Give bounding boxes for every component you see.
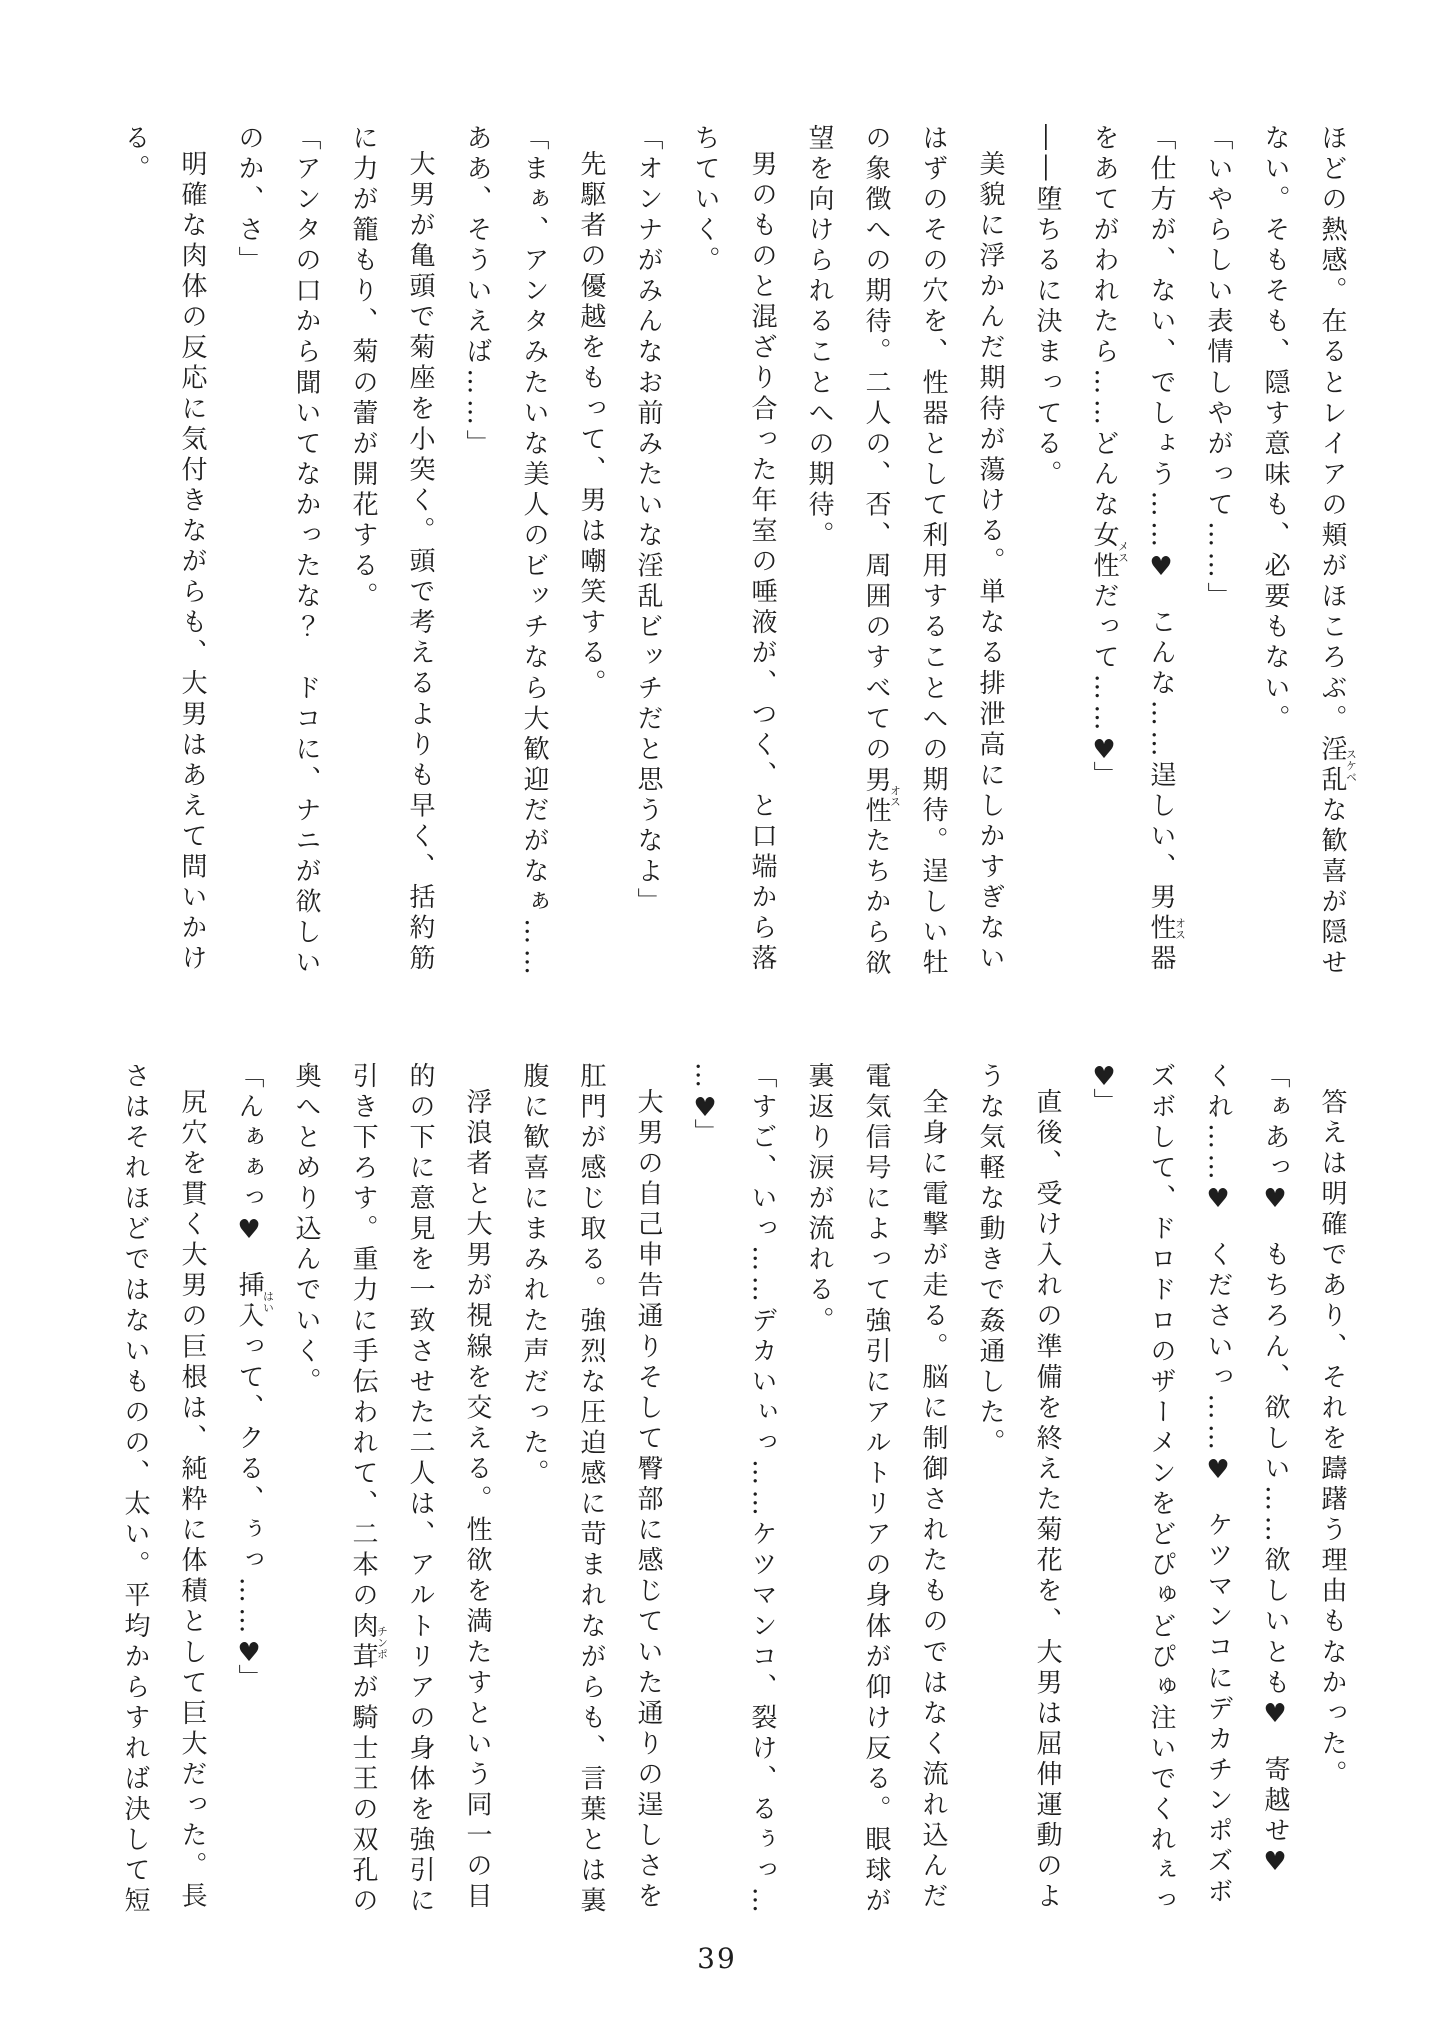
heart-icon: ♥ [234, 1637, 264, 1673]
heart-icon: ♥ [690, 1092, 720, 1128]
heart-icon: ♥ [1089, 1062, 1119, 1097]
paragraph: 明確な肉体の反応に気付きながらも、大男はあえて問いかける。 [120, 124, 207, 975]
paragraph: 「仕方が、ない、でしょう……♥ こんな……逞しい、男性器オスをあてがわれたら……どんな女性メスだって……♥」 [1089, 124, 1187, 975]
paragraph: 大男が亀頭で菊座を小突く。頭で考えるよりも早く、括約筋に力が籠もり、菊の蕾が開花する。 [348, 124, 435, 975]
heart-icon: ♥ [1260, 1184, 1290, 1219]
heart-icon: ♥ [1260, 1847, 1290, 1882]
ruby-annotated-word: 肉茸チンポ [348, 1611, 389, 1674]
ruby-annotated-word: 女性メス [1089, 521, 1130, 583]
paragraph: 浮浪者と大男が視線を交える。性欲を満たすという同一の目的の下に意見を一致させた二人は、アルトリアの身体を強引に引き下ろす。重力に手伝われて、二本の肉茸チンポが騎士王の双孔の奥へとめり込んでいく。 [291, 1062, 492, 1918]
paragraph: 「ぁあっ♥ もちろん、欲しい……欲しいとも♥ 寄越せ♥ くれ……♥ くださいっ……♥ ケツマンコにデカチンポズボズボして、ドロドロのザーメンをどぴゅどぴゅ注いでくれぇっ♥」 [1089, 1062, 1290, 1918]
paragraph: 尻穴を貫く大男の巨根は、純粋に体積として巨大だった。長さはそれほどではないものの、太い。平均からすれば決して短 [120, 1062, 207, 1918]
text-block-bottom [106, 1062, 1360, 1928]
paragraph: 「オンナがみんなお前みたいな淫乱ビッチだと思うなよ」 [633, 124, 663, 919]
paragraph: 先駆者の優越をもって、男は嘲笑する。 [576, 150, 606, 700]
paragraph: 「いやらしい表情しやがって……」 [1203, 124, 1233, 613]
paragraph: 答えは明確であり、それを躊躇う理由もなかった。 [1317, 1088, 1347, 1791]
page-number: 39 [697, 1942, 737, 1975]
ruby-annotated-word: 男性器オス [1146, 883, 1187, 975]
paragraph: 直後、受け入れの準備を終えた菊花を、大男は屈伸運動のような気軽な動きで姦通した。 [975, 1062, 1062, 1913]
paragraph: ほどの熱感。在るとレイアの頬がほころぶ。淫乱スケベな歓喜が隠せない。そもそも、隠す意味も、必要もない。 [1260, 124, 1358, 980]
paragraph: 男のものと混ざり合った年室の唾液が、つく、と口端から落ちていく。 [690, 124, 777, 975]
ruby-annotated-word: 男性オス [861, 765, 902, 827]
heart-icon: ♥ [1203, 1184, 1233, 1219]
text-block-top [106, 124, 1360, 990]
heart-icon: ♥ [1260, 1699, 1290, 1734]
paragraph: 「アンタの口から聞いてなかったな？ ドコに、ナニが欲しいのか、さ」 [234, 124, 321, 980]
heart-icon: ♥ [1203, 1454, 1233, 1490]
paragraph: 「んぁぁっ♥ 挿入はいって、クる、ぅっ……♥」 [234, 1062, 275, 1695]
heart-icon: ♥ [234, 1214, 264, 1250]
ruby-annotated-word: 挿入はい [234, 1271, 275, 1333]
paragraph: 「まぁ、アンタみたいな美人のビッチなら大歓迎だがなぁ……ああ、そういえば……」 [462, 124, 549, 980]
paragraph: 美貌に浮かんだ期待が蕩ける。単なる排泄高にしかすぎないはずのその穴を、性器として利用することへの期待。逞しい牡の象徴への期待。二人の、否、周囲のすべての男性オスたちから欲望を向けられることへの期待。 [804, 124, 1005, 980]
heart-icon: ♥ [1146, 551, 1176, 587]
ruby-annotated-word: 淫乱スケベ [1317, 735, 1358, 797]
paragraph: 全身に電撃が走る。脳に制御されたものではなく流れ込んだ電気信号によって強引にアルトリアの身体が仰け反る。眼球が裏返り涙が流れる。 [804, 1062, 948, 1918]
paragraph: 大男の自己申告通りそして臀部に感じていた通りの逞しさを肛門が感じ取る。強烈な圧迫感に苛まれながらも、言葉とは裏腹に歓喜にまみれた声だった。 [519, 1062, 663, 1918]
heart-icon: ♥ [1089, 735, 1119, 770]
paragraph: ――堕ちるに決まってる。 [1032, 124, 1062, 491]
paragraph: 「すご、いっ……デカいぃっ……ケツマンコ、裂け、るぅっ……♥」 [690, 1062, 777, 1918]
